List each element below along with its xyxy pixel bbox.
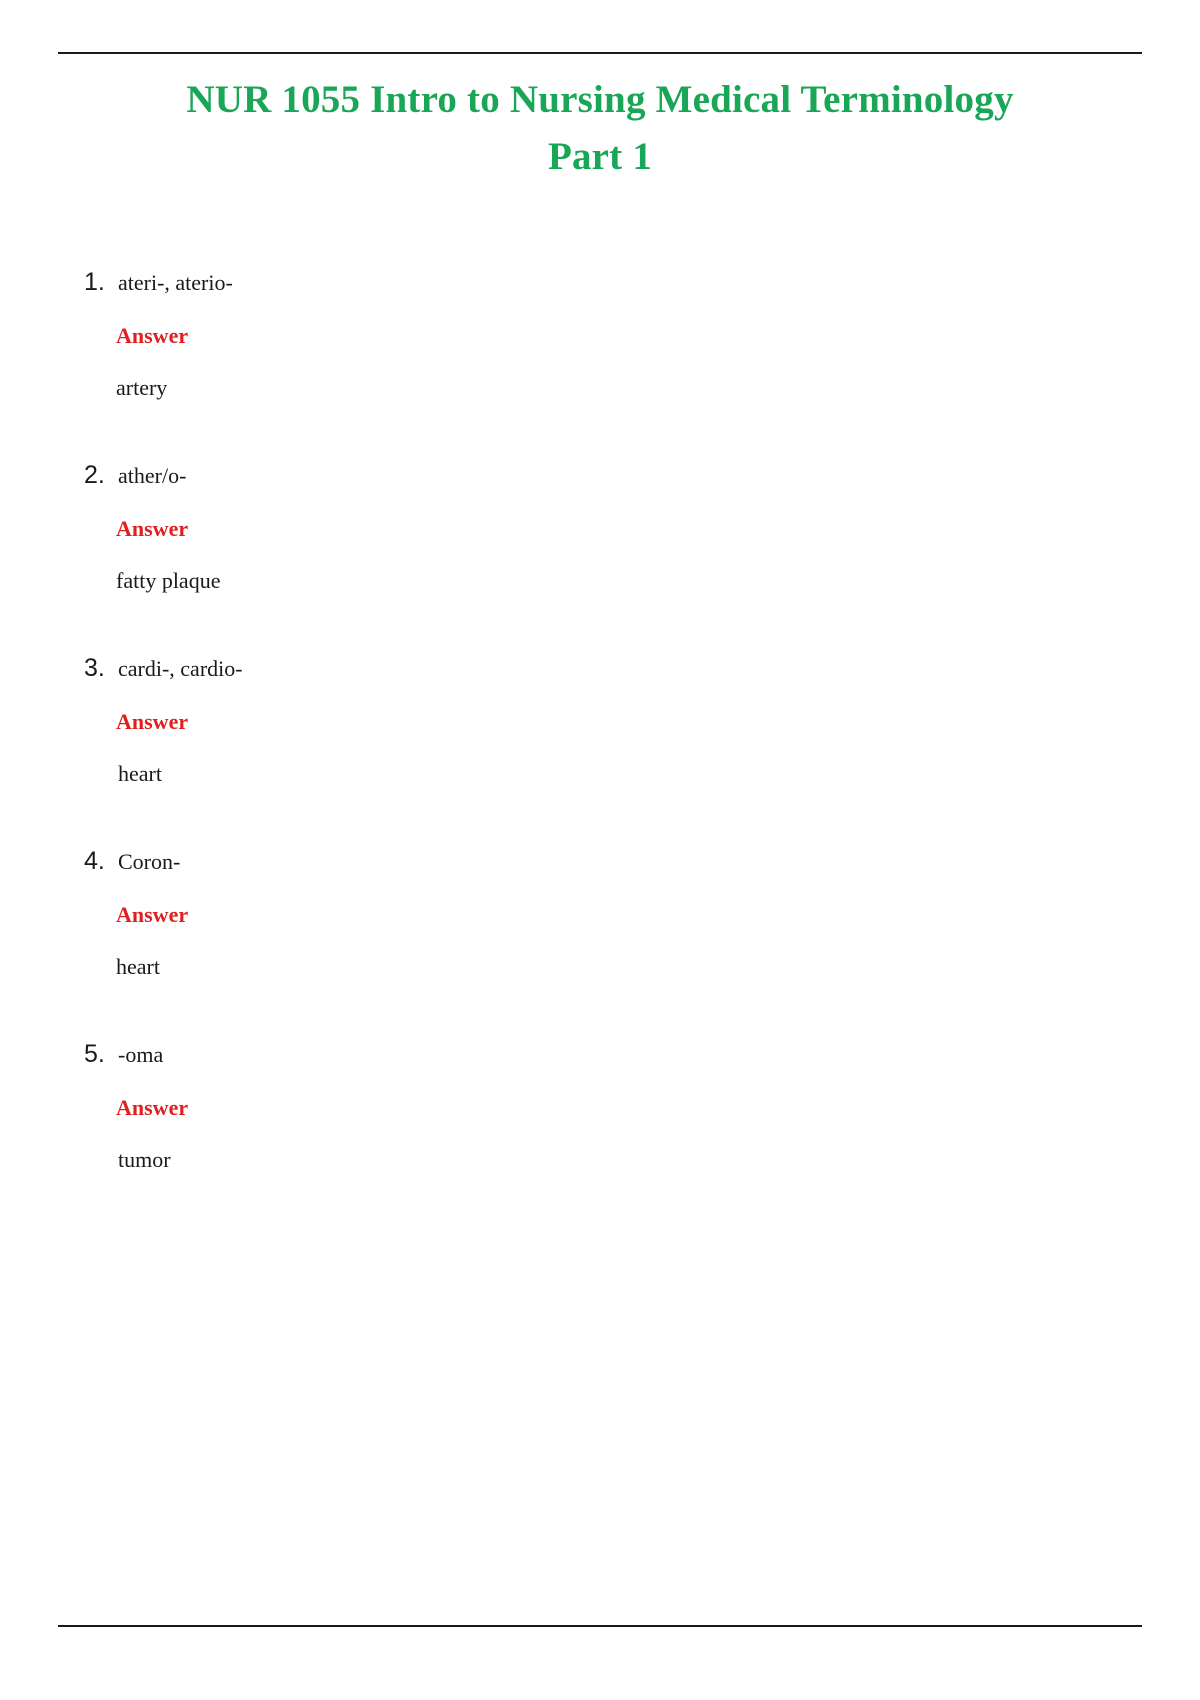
header-divider	[58, 52, 1142, 54]
answer-label: Answer	[116, 709, 189, 734]
item-number: 5.	[84, 1040, 105, 1068]
answer-text: fatty plaque	[116, 568, 221, 593]
item-term: ateri-, aterio-	[118, 270, 233, 295]
answer-label: Answer	[116, 323, 189, 348]
question-heading	[84, 461, 1200, 490]
item-number: 3.	[84, 654, 105, 682]
list-item	[0, 1040, 1200, 1173]
answer-text: heart	[116, 954, 160, 979]
footer-divider	[58, 1625, 1142, 1627]
item-term: -oma	[118, 1042, 164, 1067]
page-title: NUR 1055 Intro to Nursing Medical Terminology Part 1	[186, 78, 1014, 178]
item-number: 4.	[84, 847, 105, 875]
question-heading	[84, 1040, 1200, 1069]
question-heading	[84, 654, 1200, 683]
list-item	[0, 847, 1200, 980]
item-number: 1.	[84, 268, 105, 296]
answer-text: heart	[118, 761, 162, 786]
item-term: Coron-	[118, 849, 181, 874]
answer-text: artery	[116, 375, 168, 400]
list-item	[0, 654, 1200, 787]
answer-text: tumor	[118, 1147, 171, 1172]
answer-label: Answer	[116, 516, 189, 541]
qa-list	[0, 268, 1200, 1233]
item-term: cardi-, cardio-	[118, 656, 243, 681]
question-heading	[84, 847, 1200, 876]
item-number: 2.	[84, 461, 105, 489]
answer-label: Answer	[116, 1095, 189, 1120]
list-item	[0, 461, 1200, 594]
question-heading	[84, 268, 1200, 297]
item-term: ather/o-	[118, 463, 187, 488]
list-item	[0, 268, 1200, 401]
answer-label: Answer	[116, 902, 189, 927]
